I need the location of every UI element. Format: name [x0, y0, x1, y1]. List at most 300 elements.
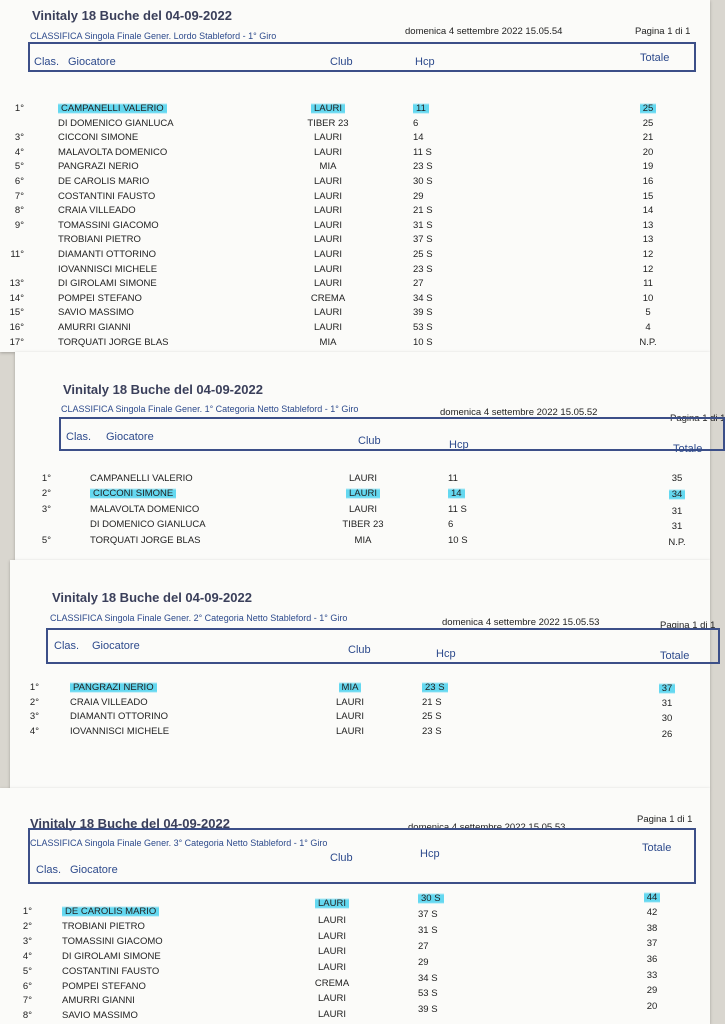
hcp-cell: 21 S	[422, 696, 442, 708]
player-name: PANGRAZI NERIO	[70, 682, 157, 693]
club-cell	[333, 519, 393, 530]
club-value: LAURI	[314, 278, 342, 290]
club-cell	[302, 1009, 362, 1020]
total-value: 14	[642, 205, 654, 217]
player-name: COSTANTINI FAUSTO	[62, 965, 160, 977]
total-value: 31	[671, 521, 683, 533]
hcp-cell: 23 S	[413, 263, 433, 275]
rank-cell: 13°	[9, 278, 24, 290]
hcp-cell: 37 S	[413, 234, 433, 246]
table-row	[15, 504, 710, 518]
sheet-date: domenica 4 settembre 2022 15.05.52	[440, 407, 598, 418]
club-cell	[298, 264, 358, 275]
table-row	[0, 322, 710, 336]
total-value: N.P.	[639, 336, 657, 348]
club-cell	[320, 697, 380, 708]
player-name: CAMPANELLI VALERIO	[58, 103, 167, 114]
rank-cell: 11°	[10, 249, 24, 260]
total-value: 5	[645, 307, 651, 319]
header-totale: Totale	[642, 842, 672, 854]
player-name: CICCONI SIMONE	[58, 132, 139, 144]
player-name: PANGRAZI NERIO	[58, 161, 139, 173]
club-cell	[333, 504, 393, 515]
table-row	[0, 249, 710, 263]
club-cell	[298, 176, 358, 187]
total-cell	[662, 506, 692, 517]
header-club: Club	[330, 56, 353, 68]
total-cell	[652, 713, 682, 724]
table-row	[0, 278, 710, 292]
player-name: IOVANNISCI MICHELE	[58, 263, 158, 275]
hcp-cell: 11	[448, 473, 458, 484]
sheet-date: domenica 4 settembre 2022 15.05.53	[442, 617, 600, 628]
hcp-cell: 23 S	[422, 682, 448, 693]
header-giocatore: Giocatore	[70, 864, 118, 876]
player-name: TORQUATI JORGE BLAS	[90, 534, 201, 546]
total-cell	[652, 729, 682, 740]
club-cell	[320, 711, 380, 722]
header-hcp: Hcp	[415, 56, 435, 68]
club-cell	[320, 726, 380, 737]
table-row	[0, 118, 710, 132]
club-cell	[298, 249, 358, 260]
table-row	[10, 682, 710, 696]
club-value: MIA	[354, 534, 372, 546]
total-value: 16	[642, 176, 654, 187]
rank-cell: 7°	[14, 190, 24, 202]
player-name: TORQUATI JORGE BLAS	[58, 336, 169, 348]
total-value: 38	[646, 922, 658, 934]
hcp-cell: 23 S	[422, 725, 442, 737]
table-row	[0, 103, 710, 117]
total-cell	[633, 307, 663, 318]
rank-cell: 1°	[41, 473, 51, 484]
hcp-cell: 10 S	[413, 336, 433, 348]
player-name: CICCONI SIMONE	[90, 488, 176, 499]
club-cell	[302, 978, 362, 989]
table-row	[10, 726, 710, 740]
hcp-cell: 14	[448, 488, 465, 499]
results-sheet-3	[10, 560, 716, 788]
rank-cell: 3°	[41, 503, 51, 515]
club-cell	[298, 234, 358, 245]
sheet-subtitle: CLASSIFICA Singola Finale Gener. 2° Categoria Netto Stableford - 1° Giro	[50, 613, 348, 623]
page-number: Pagina 1 di 1	[660, 620, 716, 631]
total-cell	[633, 322, 663, 333]
total-cell	[662, 537, 692, 548]
club-cell	[298, 278, 358, 289]
header-giocatore: Giocatore	[92, 640, 140, 652]
rank-cell: 1°	[22, 906, 32, 917]
total-value: 36	[646, 953, 658, 965]
rank-cell: 9°	[14, 219, 24, 231]
sheet-subtitle: CLASSIFICA Singola Finale Gener. 3° Categoria Netto Stableford - 1° Giro	[30, 838, 328, 848]
total-cell	[633, 234, 663, 245]
total-cell	[652, 683, 682, 694]
header-club: Club	[348, 644, 371, 656]
table-row	[15, 473, 710, 487]
page-number: Pagina 1 di 1	[637, 814, 693, 825]
club-cell	[298, 118, 358, 129]
header-clas: Clas.	[36, 864, 62, 876]
rank-cell: 2°	[29, 696, 39, 708]
header-clas: Clas.	[34, 56, 60, 68]
club-value: LAURI	[336, 696, 364, 708]
rank-cell: 15°	[9, 307, 24, 319]
sheet-title: Vinitaly 18 Buche del 04-09-2022	[63, 382, 263, 397]
club-value: LAURI	[314, 176, 342, 187]
header-hcp: Hcp	[449, 439, 469, 451]
club-cell	[333, 488, 393, 499]
club-value: LAURI	[314, 322, 342, 333]
total-cell	[662, 521, 692, 532]
club-value: LAURI	[314, 205, 342, 217]
rank-cell: 1°	[29, 682, 39, 693]
rank-cell: 4°	[22, 950, 32, 962]
table-header	[59, 417, 725, 455]
club-value: CREMA	[310, 292, 346, 304]
hcp-cell: 23 S	[413, 161, 433, 173]
rank-cell: 7°	[22, 995, 32, 1007]
hcp-cell: 53 S	[413, 322, 433, 333]
club-value: LAURI	[336, 725, 364, 737]
total-cell	[652, 698, 682, 709]
club-value: LAURI	[318, 1009, 346, 1021]
club-value: LAURI	[314, 249, 342, 260]
header-hcp: Hcp	[420, 848, 440, 860]
table-row	[0, 293, 710, 307]
club-cell	[302, 931, 362, 942]
total-value: 31	[661, 697, 673, 709]
total-value: 13	[642, 234, 654, 246]
hcp-cell: 25 S	[413, 249, 433, 260]
club-cell	[298, 337, 358, 348]
hcp-cell: 11 S	[413, 146, 432, 158]
total-value: 15	[642, 190, 654, 202]
table-row	[0, 161, 710, 175]
header-giocatore: Giocatore	[106, 431, 154, 443]
total-value: 44	[644, 892, 661, 903]
total-cell	[637, 970, 667, 981]
hcp-cell: 39 S	[413, 307, 433, 319]
total-value: 4	[645, 322, 651, 333]
rank-cell: 8°	[22, 1010, 32, 1022]
club-value: LAURI	[318, 961, 346, 973]
hcp-cell: 21 S	[413, 205, 433, 217]
hcp-cell: 31 S	[418, 924, 438, 936]
club-cell	[302, 993, 362, 1004]
hcp-cell: 34 S	[418, 972, 438, 984]
club-value: LAURI	[314, 307, 342, 319]
hcp-cell: 27	[413, 278, 424, 290]
player-name: CRAIA VILLEADO	[58, 205, 136, 217]
rank-cell: 4°	[14, 146, 24, 158]
header-clas: Clas.	[66, 431, 92, 443]
total-value: 12	[642, 263, 654, 275]
results-sheet-1	[0, 0, 710, 352]
header-club: Club	[330, 852, 353, 864]
table-row	[15, 535, 710, 549]
club-value: MIA	[339, 682, 362, 693]
total-cell	[633, 249, 663, 260]
total-cell	[662, 489, 692, 500]
total-value: 10	[642, 292, 654, 304]
player-name: SAVIO MASSIMO	[58, 307, 134, 319]
rank-cell: 3°	[22, 935, 32, 947]
club-cell	[298, 147, 358, 158]
hcp-cell: 30 S	[418, 893, 444, 904]
sheet-title: Vinitaly 18 Buche del 04-09-2022	[32, 8, 232, 23]
sheet-subtitle: CLASSIFICA Singola Finale Gener. 1° Categoria Netto Stableford - 1° Giro	[61, 404, 359, 414]
player-name: DIAMANTI OTTORINO	[58, 249, 156, 260]
club-value: LAURI	[318, 930, 346, 942]
table-row	[0, 337, 710, 351]
club-value: CREMA	[314, 977, 350, 989]
club-value: LAURI	[346, 488, 380, 499]
table-row	[0, 220, 710, 234]
rank-cell: 16°	[9, 322, 24, 333]
club-value: LAURI	[318, 914, 346, 926]
club-cell	[333, 535, 393, 546]
total-cell	[633, 176, 663, 187]
hcp-cell: 29	[413, 190, 424, 202]
hcp-cell: 31 S	[413, 219, 433, 231]
club-cell	[298, 293, 358, 304]
page-number: Pagina 1 di 1	[670, 413, 725, 424]
header-totale: Totale	[640, 52, 670, 64]
club-cell	[298, 220, 358, 231]
total-value: 20	[646, 1001, 658, 1013]
total-value: 12	[642, 249, 654, 260]
total-cell	[633, 147, 663, 158]
club-value: TIBER 23	[307, 117, 349, 129]
table-row	[15, 488, 710, 502]
table-row	[10, 697, 710, 711]
total-value: 30	[661, 713, 673, 724]
player-name: TOMASSINI GIACOMO	[62, 935, 163, 947]
table-row	[0, 176, 710, 190]
hcp-cell: 14	[413, 132, 424, 144]
hcp-cell: 25 S	[422, 711, 442, 722]
total-value: 25	[642, 117, 654, 129]
rank-cell: 2°	[22, 920, 32, 932]
table-row	[0, 191, 710, 205]
total-value: 37	[646, 937, 658, 949]
total-value: 29	[646, 985, 658, 997]
club-value: LAURI	[314, 263, 342, 275]
header-clas: Clas.	[54, 640, 80, 652]
club-cell	[298, 307, 358, 318]
results-sheet-4	[0, 788, 710, 1024]
hcp-cell: 6	[413, 117, 419, 129]
rank-cell: 6°	[22, 980, 32, 992]
hcp-cell: 11	[413, 103, 429, 114]
rank-cell: 17°	[9, 336, 24, 348]
table-row	[0, 147, 710, 161]
total-value: 25	[640, 103, 657, 114]
total-value: 26	[661, 728, 673, 740]
total-cell	[633, 220, 663, 231]
club-cell	[302, 898, 362, 909]
table-row	[0, 132, 710, 146]
hcp-cell: 37 S	[418, 908, 438, 920]
club-value: MIA	[319, 161, 337, 173]
hcp-cell: 11 S	[448, 503, 467, 515]
total-cell	[633, 264, 663, 275]
player-name: DI DOMENICO GIANLUCA	[90, 519, 206, 531]
header-totale: Totale	[673, 443, 703, 455]
sheet-title: Vinitaly 18 Buche del 04-09-2022	[52, 590, 252, 605]
player-name: AMURRI GIANNI	[62, 995, 135, 1007]
player-name: TROBIANI PIETRO	[58, 234, 141, 246]
club-cell	[302, 962, 362, 973]
hcp-cell: 29	[418, 956, 429, 968]
rank-cell: 6°	[14, 176, 24, 187]
hcp-cell: 6	[448, 519, 454, 531]
total-value: 42	[646, 906, 658, 918]
results-sheet-2	[15, 352, 725, 560]
total-value: 11	[643, 278, 653, 290]
rank-cell: 14°	[9, 292, 24, 304]
rank-cell: 5°	[14, 161, 24, 173]
player-name: DI GIROLAMI SIMONE	[62, 950, 161, 962]
total-cell	[637, 923, 667, 934]
rank-cell: 1°	[14, 103, 24, 114]
club-value: LAURI	[318, 945, 346, 957]
header-totale: Totale	[660, 650, 690, 662]
player-name: AMURRI GIANNI	[58, 322, 131, 333]
player-name: SAVIO MASSIMO	[62, 1010, 138, 1022]
player-name: POMPEI STEFANO	[62, 980, 146, 992]
club-value: LAURI	[349, 503, 377, 515]
total-cell	[633, 118, 663, 129]
club-cell	[302, 915, 362, 926]
table-row	[15, 519, 710, 533]
club-value: LAURI	[314, 234, 342, 246]
club-value: TIBER 23	[342, 519, 384, 531]
total-cell	[633, 205, 663, 216]
player-name: TOMASSINI GIACOMO	[58, 219, 159, 231]
header-giocatore: Giocatore	[68, 56, 116, 68]
player-name: DIAMANTI OTTORINO	[70, 711, 168, 722]
player-name: COSTANTINI FAUSTO	[58, 190, 156, 202]
player-name: POMPEI STEFANO	[58, 292, 142, 304]
total-cell	[633, 132, 663, 143]
club-value: LAURI	[314, 219, 342, 231]
total-cell	[662, 473, 692, 484]
rank-cell: 8°	[14, 205, 24, 217]
rank-cell: 5°	[22, 965, 32, 977]
club-cell	[333, 473, 393, 484]
club-value: LAURI	[314, 190, 342, 202]
club-value: MIA	[319, 336, 337, 348]
club-cell	[298, 103, 358, 114]
hcp-cell: 39 S	[418, 1004, 438, 1016]
club-cell	[298, 132, 358, 143]
player-name: IOVANNISCI MICHELE	[70, 725, 170, 737]
header-club: Club	[358, 435, 381, 447]
total-value: 13	[642, 219, 654, 231]
rank-cell: 4°	[29, 725, 39, 737]
table-row	[0, 264, 710, 278]
total-cell	[633, 191, 663, 202]
club-value: LAURI	[349, 473, 377, 484]
club-cell	[298, 322, 358, 333]
rank-cell: 3°	[29, 711, 39, 722]
total-cell	[633, 293, 663, 304]
sheet-date: domenica 4 settembre 2022 15.05.53	[408, 822, 566, 833]
total-value: 19	[642, 161, 654, 173]
total-value: N.P.	[668, 536, 686, 548]
player-name: MALAVOLTA DOMENICO	[90, 503, 200, 515]
total-cell	[637, 985, 667, 996]
club-cell	[302, 946, 362, 957]
club-cell	[298, 161, 358, 172]
hcp-cell: 30 S	[413, 176, 433, 187]
total-value: 35	[671, 473, 683, 484]
total-value: 21	[642, 132, 654, 144]
total-cell	[633, 161, 663, 172]
rank-cell: 2°	[41, 488, 51, 500]
player-name: TROBIANI PIETRO	[62, 920, 145, 932]
table-header	[28, 42, 696, 72]
sheet-subtitle: CLASSIFICA Singola Finale Gener. Lordo Stableford - 1° Giro	[30, 31, 277, 41]
total-value: 20	[642, 146, 654, 158]
club-value: LAURI	[314, 132, 342, 144]
total-cell	[637, 892, 667, 903]
sheet-date: domenica 4 settembre 2022 15.05.54	[405, 26, 563, 37]
header-hcp: Hcp	[436, 648, 456, 660]
table-row	[10, 711, 710, 725]
club-value: LAURI	[315, 898, 349, 909]
total-cell	[637, 907, 667, 918]
player-name: DE CAROLIS MARIO	[62, 906, 159, 917]
player-name: MALAVOLTA DOMENICO	[58, 146, 168, 158]
total-cell	[637, 1001, 667, 1012]
club-value: LAURI	[314, 146, 342, 158]
player-name: DI GIROLAMI SIMONE	[58, 278, 157, 290]
club-value: LAURI	[336, 711, 364, 722]
player-name: CRAIA VILLEADO	[70, 696, 148, 708]
player-name: CAMPANELLI VALERIO	[90, 473, 193, 484]
hcp-cell: 10 S	[448, 534, 468, 546]
club-cell	[298, 191, 358, 202]
table-header	[28, 828, 696, 884]
total-value: 37	[659, 683, 676, 694]
hcp-cell: 34 S	[413, 292, 433, 304]
table-row	[0, 205, 710, 219]
table-row	[0, 307, 710, 321]
hcp-cell: 27	[418, 940, 429, 952]
player-name: DI DOMENICO GIANLUCA	[58, 117, 174, 129]
rank-cell: 3°	[14, 132, 24, 144]
sheet-title: Vinitaly 18 Buche del 04-09-2022	[30, 816, 230, 831]
hcp-cell: 53 S	[418, 988, 438, 1000]
rank-cell: 5°	[41, 534, 51, 546]
total-cell	[633, 337, 663, 348]
club-cell	[298, 205, 358, 216]
table-row	[0, 234, 710, 248]
total-value: 34	[669, 489, 686, 500]
total-cell	[637, 954, 667, 965]
total-cell	[633, 103, 663, 114]
player-name: DE CAROLIS MARIO	[58, 176, 150, 187]
total-cell	[637, 938, 667, 949]
total-value: 31	[671, 505, 683, 517]
club-cell	[320, 682, 380, 693]
total-value: 33	[646, 969, 658, 981]
table-header	[46, 628, 720, 664]
